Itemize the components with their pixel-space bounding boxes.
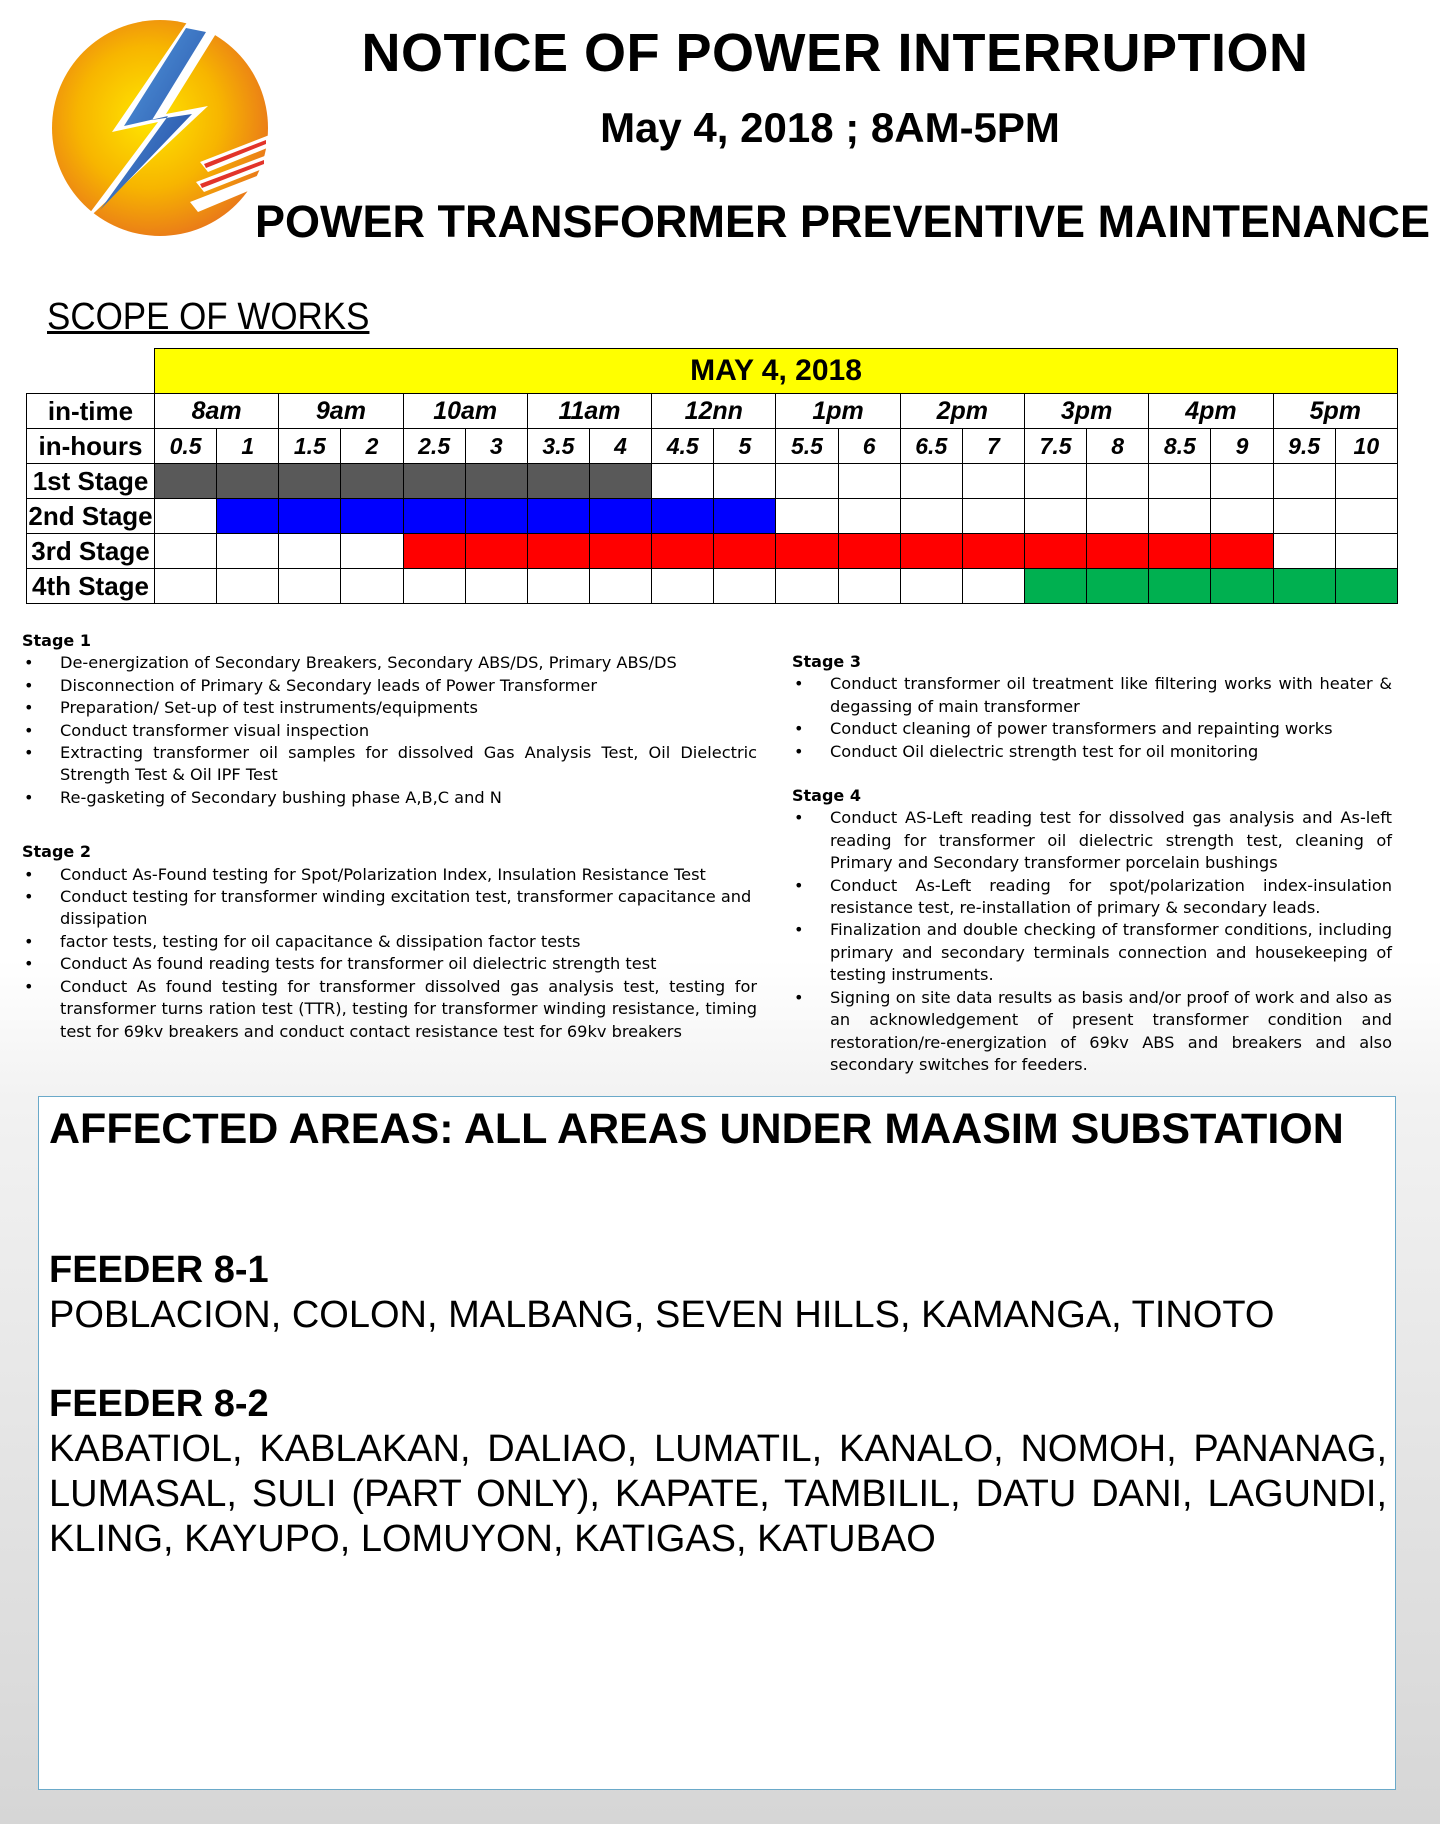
hour-header: 3 bbox=[465, 429, 527, 464]
time-slot-header: 3pm bbox=[1024, 394, 1148, 429]
empty-cell bbox=[341, 534, 403, 569]
empty-cell bbox=[1024, 464, 1086, 499]
hour-header: 2.5 bbox=[403, 429, 465, 464]
list-item: • Conduct cleaning of power transformers and repainting works bbox=[792, 718, 1392, 740]
empty-cell bbox=[776, 464, 838, 499]
stage-bar-cell bbox=[900, 534, 962, 569]
empty-cell bbox=[1149, 499, 1211, 534]
stage1-list bbox=[22, 652, 757, 809]
list-item: • Finalization and double checking of transformer conditions, including primary and secondary terminals connection and housekeeping of testing instruments. bbox=[792, 919, 1392, 986]
schedule-date-banner: MAY 4, 2018 bbox=[155, 349, 1398, 394]
time-slot-header: 4pm bbox=[1149, 394, 1273, 429]
list-item: • Conduct As-Found testing for Spot/Polarization Index, Insulation Resistance Test bbox=[22, 864, 757, 886]
list-item: • Conduct Oil dielectric strength test for oil monitoring bbox=[792, 741, 1392, 763]
stage-details-right bbox=[792, 651, 1392, 1076]
empty-cell bbox=[652, 569, 714, 604]
empty-cell bbox=[527, 569, 589, 604]
stage-bar-cell bbox=[1149, 569, 1211, 604]
in-hours-label: in-hours bbox=[27, 429, 155, 464]
feeder-areas: POBLACION, COLON, MALBANG, SEVEN HILLS, KAMANGA, TINOTO bbox=[49, 1294, 1275, 1336]
stage-bar-cell bbox=[403, 499, 465, 534]
empty-cell bbox=[217, 569, 279, 604]
stage-bar-cell bbox=[1024, 534, 1086, 569]
empty-cell bbox=[1149, 464, 1211, 499]
hour-header: 1 bbox=[217, 429, 279, 464]
list-item: • De-energization of Secondary Breakers, Secondary ABS/DS, Primary ABS/DS bbox=[22, 652, 757, 674]
empty-cell bbox=[1211, 499, 1273, 534]
list-item: • Conduct As-Left reading for spot/polarization index-insulation resistance test, re-installation of primary & secondary leads. bbox=[792, 875, 1392, 920]
empty-cell bbox=[1273, 499, 1335, 534]
empty-cell bbox=[1335, 534, 1397, 569]
list-item: • Signing on site data results as basis and/or proof of work and also as an acknowledgement of present transformer condition and restoration/re-energization of 69kv ABS and breakers and also secondary switches for feeders. bbox=[792, 987, 1392, 1077]
list-item: • Re-gasketing of Secondary bushing phase A,B,C and N bbox=[22, 787, 757, 809]
list-item: • Conduct testing for transformer winding excitation test, transformer capacitance and dissipation bbox=[22, 886, 757, 931]
stage-label: 2nd Stage bbox=[27, 499, 155, 534]
list-item: • Conduct As found reading tests for transformer oil dielectric strength test bbox=[22, 953, 757, 975]
stage-label: 1st Stage bbox=[27, 464, 155, 499]
time-slot-header: 8am bbox=[155, 394, 279, 429]
stage-bar-cell bbox=[962, 534, 1024, 569]
list-item: • Conduct transformer oil treatment like filtering works with heater & degassing of main transformer bbox=[792, 673, 1392, 718]
notice-subtitle: POWER TRANSFORMER PREVENTIVE MAINTENANCE bbox=[255, 196, 1431, 247]
empty-cell bbox=[838, 569, 900, 604]
stage-bar-cell bbox=[465, 464, 527, 499]
empty-cell bbox=[962, 569, 1024, 604]
empty-cell bbox=[652, 464, 714, 499]
stage-bar-cell bbox=[1211, 534, 1273, 569]
list-item-continuation: • factor tests, testing for oil capacitance & dissipation factor tests bbox=[22, 931, 757, 953]
page-title: NOTICE OF POWER INTERRUPTION bbox=[361, 23, 1309, 83]
stage-bar-cell bbox=[465, 534, 527, 569]
stage1-heading: Stage 1 bbox=[22, 631, 91, 650]
stage-bar-cell bbox=[279, 464, 341, 499]
stage3-heading: Stage 3 bbox=[792, 652, 861, 671]
stage-bar-cell bbox=[217, 464, 279, 499]
stage-bar-cell bbox=[217, 499, 279, 534]
list-item: • Conduct AS-Left reading test for dissolved gas analysis and As-left reading for transformer oil dielectric strength test, cleaning of Primary and Secondary transformer porcelain bushings bbox=[792, 807, 1392, 874]
time-slot-header: 1pm bbox=[776, 394, 900, 429]
hour-header: 1.5 bbox=[279, 429, 341, 464]
empty-cell bbox=[1024, 499, 1086, 534]
empty-cell bbox=[1273, 534, 1335, 569]
stage-bar-cell bbox=[465, 499, 527, 534]
stage-bar-cell bbox=[652, 499, 714, 534]
stage-bar-cell bbox=[527, 499, 589, 534]
empty-cell bbox=[1335, 499, 1397, 534]
stage-bar-cell bbox=[589, 534, 651, 569]
hour-header: 7.5 bbox=[1024, 429, 1086, 464]
stage-bar-cell bbox=[403, 534, 465, 569]
hour-header: 4.5 bbox=[652, 429, 714, 464]
stage4-list bbox=[792, 807, 1392, 1076]
hour-header: 9 bbox=[1211, 429, 1273, 464]
lightning-bolt-sun-logo-icon bbox=[40, 14, 286, 240]
list-item: • Conduct transformer visual inspection bbox=[22, 720, 757, 742]
empty-cell bbox=[900, 569, 962, 604]
stage-bar-cell bbox=[714, 499, 776, 534]
hour-header: 3.5 bbox=[527, 429, 589, 464]
hour-header: 9.5 bbox=[1273, 429, 1335, 464]
empty-cell bbox=[900, 499, 962, 534]
hour-header: 8.5 bbox=[1149, 429, 1211, 464]
empty-cell bbox=[838, 464, 900, 499]
empty-cell bbox=[1087, 499, 1149, 534]
list-item: • Disconnection of Primary & Secondary leads of Power Transformer bbox=[22, 675, 757, 697]
empty-cell bbox=[962, 464, 1024, 499]
empty-cell bbox=[155, 569, 217, 604]
stage-bar-cell bbox=[1335, 569, 1397, 604]
stage2-heading: Stage 2 bbox=[22, 842, 91, 862]
stage-details-left bbox=[22, 630, 757, 1043]
empty-cell bbox=[1335, 464, 1397, 499]
stage-bar-cell bbox=[1211, 569, 1273, 604]
stage-bar-cell bbox=[403, 464, 465, 499]
stage-label: 3rd Stage bbox=[27, 534, 155, 569]
empty-cell bbox=[403, 569, 465, 604]
time-slot-header: 10am bbox=[403, 394, 527, 429]
table-corner bbox=[27, 349, 155, 394]
list-item: • Conduct As found testing for transformer dissolved gas analysis test, testing for transformer turns ration test (TTR), testing for transformer winding resistance, timing test for 69kv breakers and conduct contact resistance test for 69kv breakers bbox=[22, 976, 757, 1043]
empty-cell bbox=[279, 569, 341, 604]
affected-areas-title: AFFECTED AREAS: ALL AREAS UNDER MAASIM SUBSTATION bbox=[49, 1105, 1344, 1153]
empty-cell bbox=[776, 499, 838, 534]
time-slot-header: 11am bbox=[527, 394, 651, 429]
list-item: • Preparation/ Set-up of test instruments/equipments bbox=[22, 697, 757, 719]
stage-bar-cell bbox=[1273, 569, 1335, 604]
hour-header: 10 bbox=[1335, 429, 1397, 464]
empty-cell bbox=[589, 569, 651, 604]
empty-cell bbox=[465, 569, 527, 604]
list-item: • Extracting transformer oil samples for dissolved Gas Analysis Test, Oil Dielectric Strength Test & Oil IPF Test bbox=[22, 742, 757, 787]
stage-bar-cell bbox=[1087, 534, 1149, 569]
empty-cell bbox=[1087, 464, 1149, 499]
schedule-table bbox=[26, 348, 1398, 604]
stage2-list bbox=[22, 864, 757, 1043]
stage3-list bbox=[792, 673, 1392, 763]
time-slot-header: 12nn bbox=[652, 394, 776, 429]
hour-header: 0.5 bbox=[155, 429, 217, 464]
feeder-label: FEEDER 8-2 bbox=[49, 1383, 269, 1425]
empty-cell bbox=[838, 499, 900, 534]
stage-bar-cell bbox=[589, 499, 651, 534]
stage4-heading: Stage 4 bbox=[792, 786, 861, 806]
empty-cell bbox=[1211, 464, 1273, 499]
stage-bar-cell bbox=[1087, 569, 1149, 604]
stage-bar-cell bbox=[155, 464, 217, 499]
hour-header: 6 bbox=[838, 429, 900, 464]
hour-header: 4 bbox=[589, 429, 651, 464]
hour-header: 6.5 bbox=[900, 429, 962, 464]
empty-cell bbox=[341, 569, 403, 604]
scope-of-works-heading: SCOPE OF WORKS bbox=[47, 296, 370, 338]
stage-bar-cell bbox=[341, 464, 403, 499]
hour-header: 5.5 bbox=[776, 429, 838, 464]
hour-header: 5 bbox=[714, 429, 776, 464]
stage-bar-cell bbox=[341, 499, 403, 534]
stage-bar-cell bbox=[527, 534, 589, 569]
stage-bar-cell bbox=[279, 499, 341, 534]
empty-cell bbox=[714, 569, 776, 604]
stage-bar-cell bbox=[1149, 534, 1211, 569]
empty-cell bbox=[217, 534, 279, 569]
in-time-label: in-time bbox=[27, 394, 155, 429]
empty-cell bbox=[155, 499, 217, 534]
time-slot-header: 5pm bbox=[1273, 394, 1397, 429]
hour-header: 7 bbox=[962, 429, 1024, 464]
stage-label: 4th Stage bbox=[27, 569, 155, 604]
stage-bar-cell bbox=[652, 534, 714, 569]
empty-cell bbox=[1273, 464, 1335, 499]
stage-bar-cell bbox=[776, 534, 838, 569]
empty-cell bbox=[155, 534, 217, 569]
feeder-areas: KABATIOL, KABLAKAN, DALIAO, LUMATIL, KANALO, NOMOH, PANANAG, LUMASAL, SULI (PART ONLY), KAPATE, TAMBILIL, DATU DANI, LAGUNDI, KLING, KAYUPO, LOMUYON, KATIGAS, KATUBAO bbox=[49, 1428, 1387, 1560]
hour-header: 8 bbox=[1087, 429, 1149, 464]
feeder-label: FEEDER 8-1 bbox=[49, 1249, 269, 1291]
empty-cell bbox=[279, 534, 341, 569]
stage-bar-cell bbox=[714, 534, 776, 569]
empty-cell bbox=[962, 499, 1024, 534]
time-slot-header: 9am bbox=[279, 394, 403, 429]
time-slot-header: 2pm bbox=[900, 394, 1024, 429]
affected-areas-box bbox=[38, 1096, 1396, 1790]
empty-cell bbox=[900, 464, 962, 499]
stage-bar-cell bbox=[1024, 569, 1086, 604]
stage-bar-cell bbox=[838, 534, 900, 569]
notice-date: May 4, 2018 ; 8AM-5PM bbox=[600, 104, 1060, 151]
stage-bar-cell bbox=[527, 464, 589, 499]
hour-header: 2 bbox=[341, 429, 403, 464]
empty-cell bbox=[776, 569, 838, 604]
stage-bar-cell bbox=[589, 464, 651, 499]
empty-cell bbox=[714, 464, 776, 499]
